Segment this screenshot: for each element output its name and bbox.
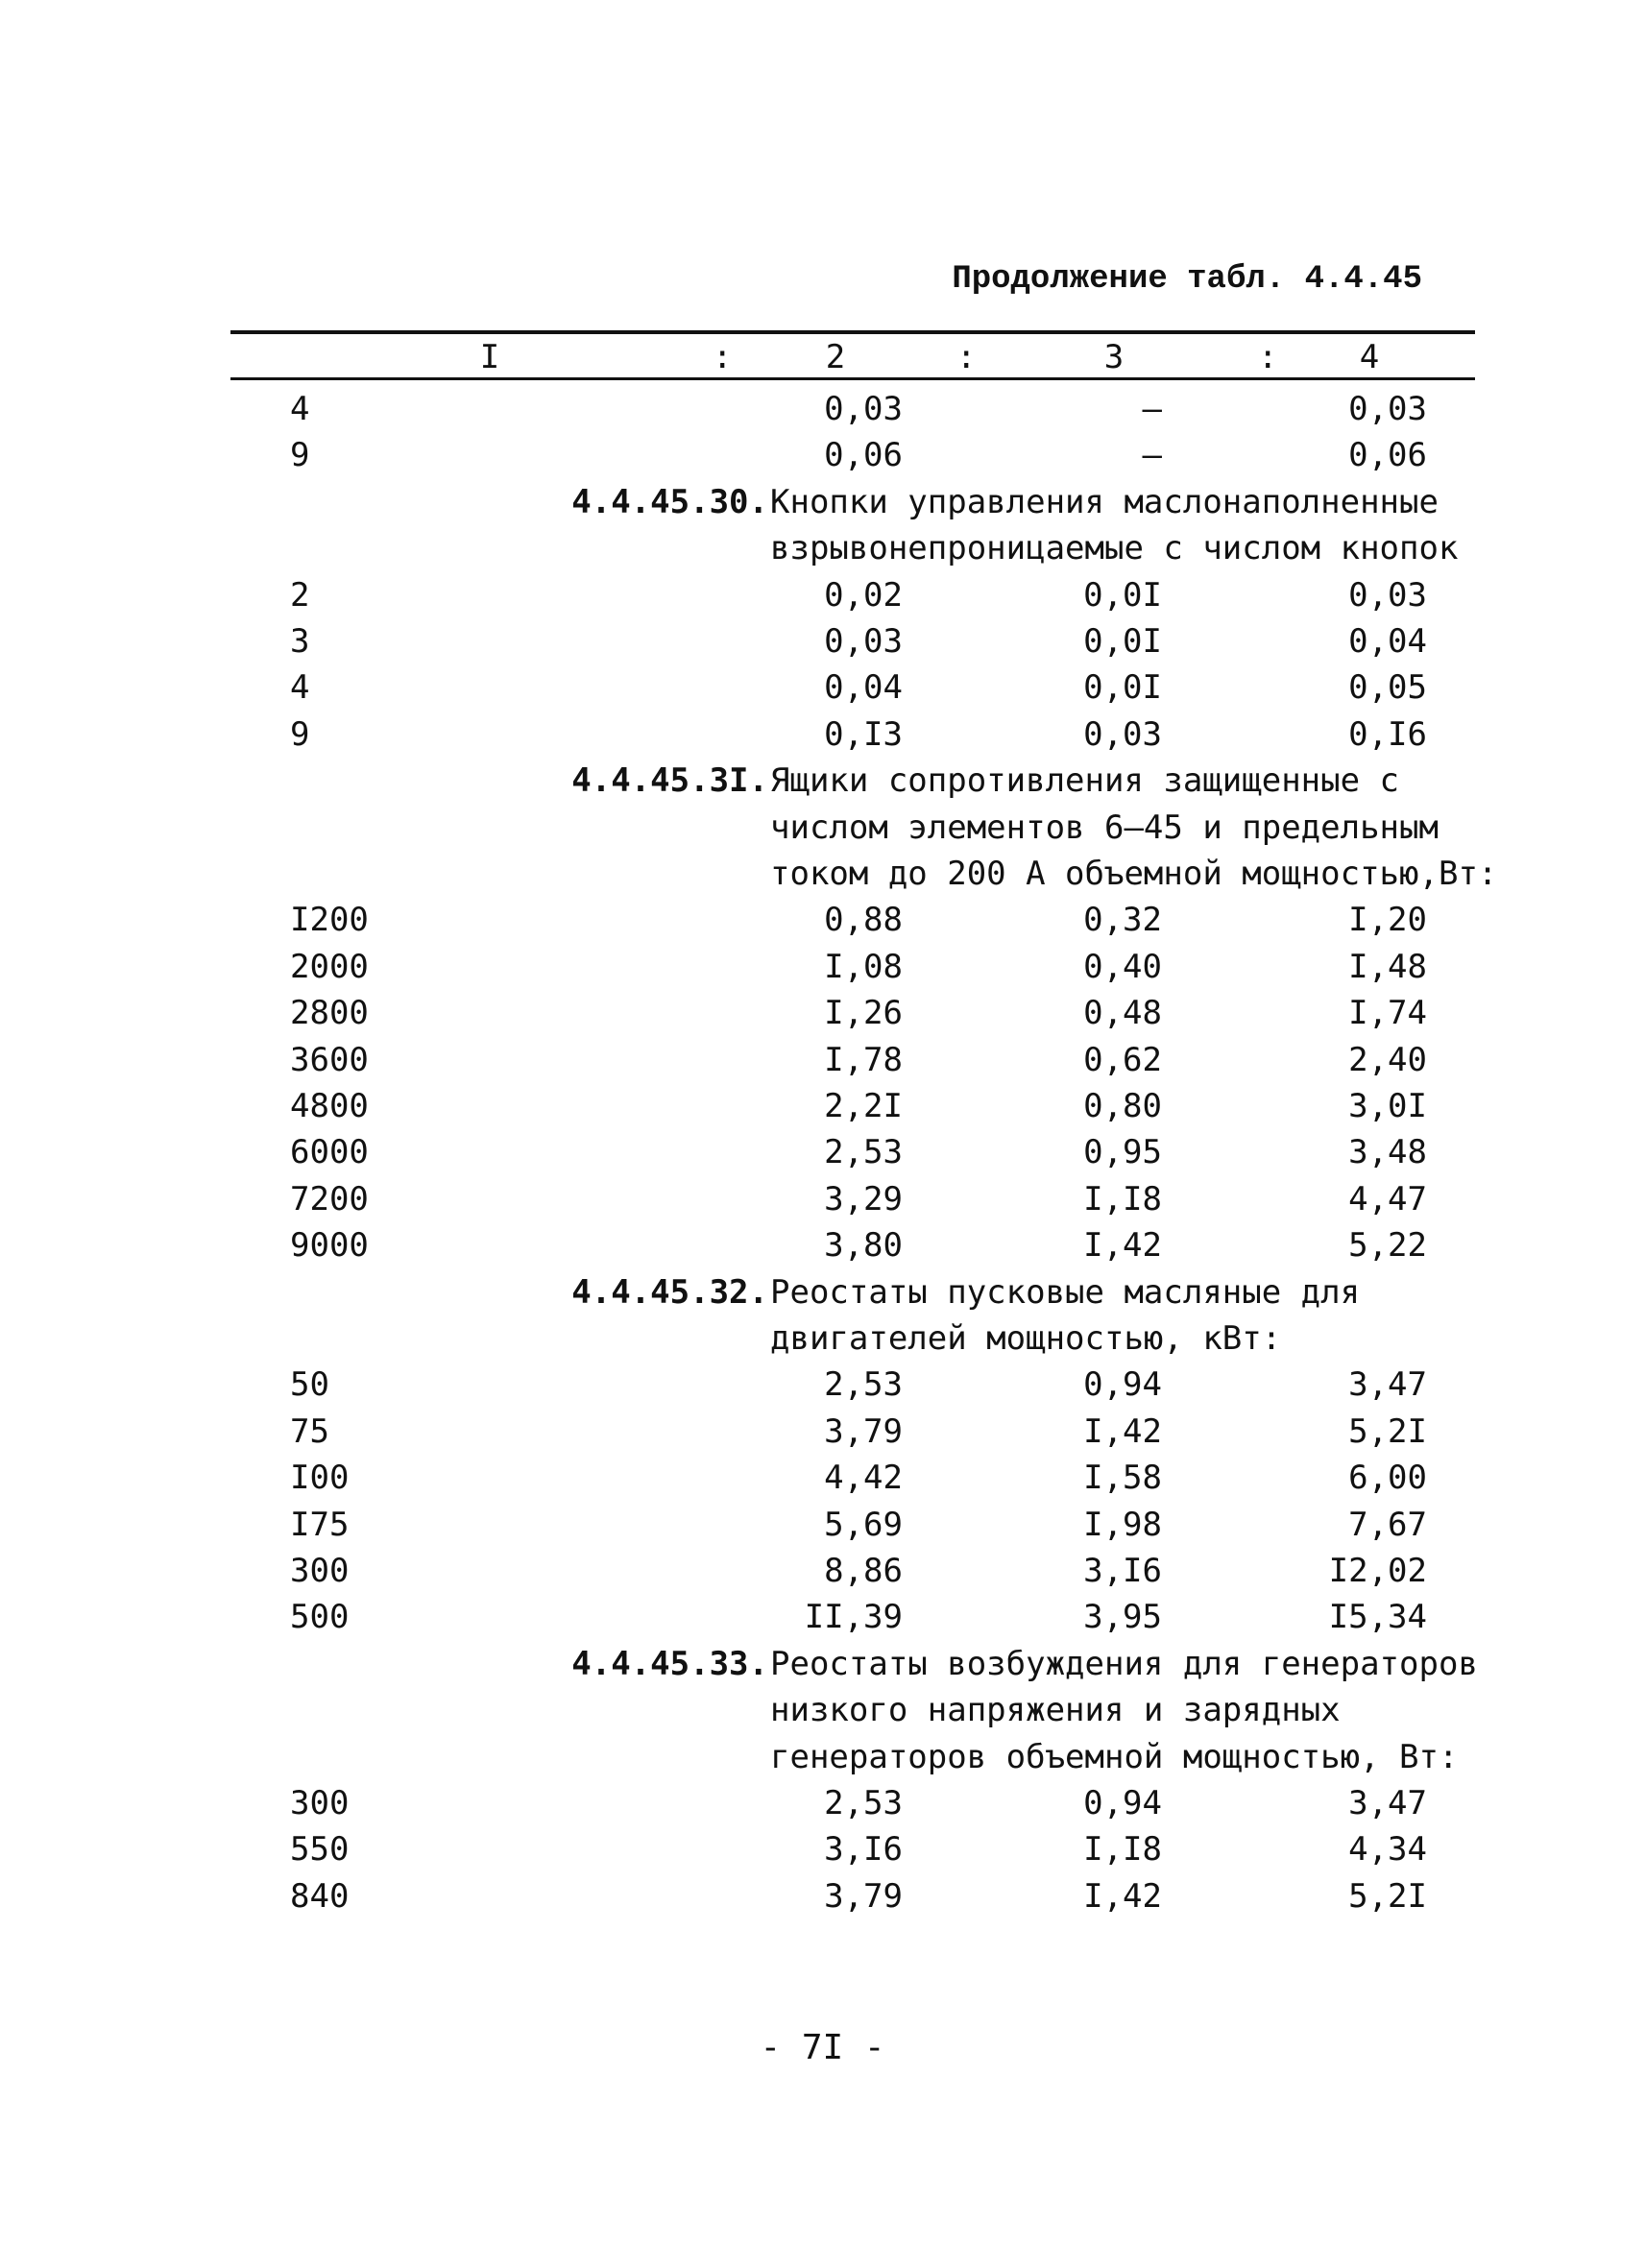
cell-col-4: I,74 xyxy=(1348,994,1427,1033)
cell-col-1: 2000 xyxy=(290,947,369,986)
cell-col-2: 0,I3 xyxy=(824,714,903,754)
cell-col-4: 4,34 xyxy=(1348,1830,1427,1870)
table-row xyxy=(0,1133,1645,1179)
cell-col-2: 0,03 xyxy=(824,622,903,661)
cell-col-1: 9 xyxy=(290,436,310,475)
section-title-line: двигателей мощностью, кВт: xyxy=(770,1319,1282,1358)
cell-col-3: I,58 xyxy=(1083,1459,1162,1498)
table-row xyxy=(0,622,1645,668)
table-row xyxy=(0,436,1645,482)
cell-col-2: 0,02 xyxy=(824,575,903,615)
header-col-2: 2 xyxy=(825,338,846,376)
section-heading-line xyxy=(0,855,1645,901)
section-heading-line xyxy=(0,529,1645,575)
cell-col-4: 5,22 xyxy=(1348,1226,1427,1266)
cell-col-2: 3,79 xyxy=(824,1876,903,1916)
table-row xyxy=(0,901,1645,947)
cell-col-4: 0,03 xyxy=(1348,390,1427,428)
cell-col-1: 2800 xyxy=(290,994,369,1033)
cell-col-4: 0,03 xyxy=(1348,575,1427,615)
section-title-line: низкого напряжения и зарядных xyxy=(770,1691,1341,1730)
table-caption: Продолжение табл. 4.4.45 xyxy=(952,261,1422,298)
table-row xyxy=(0,1784,1645,1830)
cell-col-1: 500 xyxy=(290,1598,350,1637)
cell-col-1: 6000 xyxy=(290,1133,369,1172)
table-row xyxy=(0,1552,1645,1598)
cell-col-1: 3 xyxy=(290,622,310,661)
table-row xyxy=(0,1087,1645,1133)
cell-col-3: 0,32 xyxy=(1083,901,1162,940)
cell-col-1: 4 xyxy=(290,390,310,428)
cell-col-3: I,I8 xyxy=(1083,1179,1162,1218)
section-heading-line xyxy=(0,1738,1645,1784)
cell-col-2: 3,80 xyxy=(824,1226,903,1266)
cell-col-1: 7200 xyxy=(290,1179,369,1218)
section-code: 4.4.45.30. xyxy=(571,482,768,521)
table-header-rule xyxy=(230,377,1475,380)
cell-col-2: 3,29 xyxy=(824,1179,903,1218)
cell-col-3: I,42 xyxy=(1083,1411,1162,1451)
cell-col-1: 9000 xyxy=(290,1226,369,1266)
cell-col-3: 0,94 xyxy=(1083,1365,1162,1405)
cell-col-2: 0,04 xyxy=(824,668,903,708)
section-heading xyxy=(0,1273,1645,1319)
cell-col-1: I00 xyxy=(290,1459,350,1498)
section-code: 4.4.45.3I. xyxy=(571,761,768,801)
table-row xyxy=(0,1830,1645,1876)
section-code: 4.4.45.32. xyxy=(571,1272,768,1312)
cell-col-2: I,78 xyxy=(824,1040,903,1079)
cell-col-3: – xyxy=(1142,390,1162,428)
cell-col-2: 2,53 xyxy=(824,1133,903,1172)
cell-col-1: 4 xyxy=(290,668,310,708)
cell-col-2: II,39 xyxy=(804,1598,903,1637)
cell-col-3: 0,95 xyxy=(1083,1133,1162,1172)
cell-col-2: 2,2I xyxy=(824,1087,903,1125)
cell-col-3: 0,0I xyxy=(1083,575,1162,615)
section-heading-line xyxy=(0,808,1645,855)
section-title-line: числом элементов 6–45 и предельным xyxy=(770,808,1439,847)
cell-col-3: 0,0I xyxy=(1083,622,1162,661)
cell-col-3: 0,48 xyxy=(1083,994,1162,1033)
cell-col-4: 5,2I xyxy=(1348,1411,1427,1451)
cell-col-1: 3600 xyxy=(290,1040,369,1079)
page-number: - 7I - xyxy=(760,2028,885,2067)
cell-col-2: I,26 xyxy=(824,994,903,1033)
cell-col-4: 3,47 xyxy=(1348,1784,1427,1822)
cell-col-3: 0,0I xyxy=(1083,668,1162,708)
table-row xyxy=(0,1877,1645,1923)
table-row xyxy=(0,1365,1645,1411)
table-row xyxy=(0,576,1645,622)
cell-col-2: 0,06 xyxy=(824,436,903,475)
section-title-line: генераторов объемной мощностью, Вт: xyxy=(770,1737,1459,1776)
cell-col-4: 7,67 xyxy=(1348,1505,1427,1544)
cell-col-3: I,42 xyxy=(1083,1226,1162,1266)
table-row xyxy=(0,994,1645,1040)
section-heading xyxy=(0,1645,1645,1691)
cell-col-4: 5,2I xyxy=(1348,1876,1427,1916)
header-separator: : xyxy=(956,338,977,376)
cell-col-4: 6,00 xyxy=(1348,1459,1427,1498)
cell-col-1: 4800 xyxy=(290,1087,369,1125)
section-heading-line xyxy=(0,1691,1645,1737)
table-row xyxy=(0,390,1645,436)
table-row xyxy=(0,1226,1645,1272)
section-heading xyxy=(0,761,1645,808)
cell-col-4: 3,47 xyxy=(1348,1365,1427,1405)
cell-col-2: 0,03 xyxy=(824,390,903,428)
section-title-line: Реостаты возбуждения для генераторов xyxy=(770,1644,1478,1683)
cell-col-2: 3,79 xyxy=(824,1411,903,1451)
cell-col-4: 3,0I xyxy=(1348,1087,1427,1125)
table-row xyxy=(0,1459,1645,1505)
cell-col-1: 550 xyxy=(290,1830,350,1870)
section-heading xyxy=(0,483,1645,529)
section-title-line: Кнопки управления маслонаполненные xyxy=(770,482,1439,521)
cell-col-4: I5,34 xyxy=(1328,1598,1427,1637)
section-title-line: током до 200 А объемной мощностью,Вт: xyxy=(770,855,1498,893)
cell-col-2: 0,88 xyxy=(824,901,903,940)
table-row xyxy=(0,1506,1645,1552)
cell-col-1: 50 xyxy=(290,1365,329,1405)
cell-col-4: 0,04 xyxy=(1348,622,1427,661)
section-title-line: Реостаты пусковые масляные для xyxy=(770,1272,1361,1312)
cell-col-4: 0,06 xyxy=(1348,436,1427,475)
header-separator: : xyxy=(1258,338,1278,376)
cell-col-3: I,I8 xyxy=(1083,1830,1162,1870)
cell-col-1: 840 xyxy=(290,1876,350,1916)
cell-col-2: 3,I6 xyxy=(824,1830,903,1870)
cell-col-2: 2,53 xyxy=(824,1784,903,1822)
header-separator: : xyxy=(713,338,733,376)
cell-col-2: 2,53 xyxy=(824,1365,903,1405)
cell-col-3: 0,80 xyxy=(1083,1087,1162,1125)
cell-col-3: 0,62 xyxy=(1083,1040,1162,1079)
cell-col-4: I,48 xyxy=(1348,947,1427,986)
cell-col-4: 3,48 xyxy=(1348,1133,1427,1172)
table-row xyxy=(0,948,1645,994)
table-row xyxy=(0,1412,1645,1459)
cell-col-3: 0,40 xyxy=(1083,947,1162,986)
cell-col-1: 75 xyxy=(290,1411,329,1451)
cell-col-3: I,98 xyxy=(1083,1505,1162,1544)
cell-col-4: I,20 xyxy=(1348,901,1427,940)
cell-col-1: I200 xyxy=(290,901,369,940)
cell-col-1: 9 xyxy=(290,714,310,754)
table-row xyxy=(0,1180,1645,1226)
section-title-line: Ящики сопротивления защищенные с xyxy=(770,761,1400,801)
header-col-3: 3 xyxy=(1103,338,1125,376)
cell-col-3: 3,95 xyxy=(1083,1598,1162,1637)
cell-col-1: 2 xyxy=(290,575,310,615)
cell-col-4: 0,I6 xyxy=(1348,714,1427,754)
cell-col-2: I,08 xyxy=(824,947,903,986)
cell-col-1: 300 xyxy=(290,1552,350,1590)
section-title-line: взрывонепроницаемые с числом кнопок xyxy=(770,529,1459,568)
table-row xyxy=(0,1598,1645,1644)
cell-col-2: 4,42 xyxy=(824,1459,903,1498)
cell-col-3: I,42 xyxy=(1083,1876,1162,1916)
table-row xyxy=(0,668,1645,714)
header-col-4: 4 xyxy=(1359,338,1380,376)
table-top-rule xyxy=(230,330,1475,334)
cell-col-3: 0,94 xyxy=(1083,1784,1162,1822)
cell-col-4: I2,02 xyxy=(1328,1552,1427,1590)
cell-col-3: 3,I6 xyxy=(1083,1552,1162,1590)
cell-col-4: 0,05 xyxy=(1348,668,1427,708)
header-col-1: I xyxy=(479,338,500,376)
table-row xyxy=(0,715,1645,761)
cell-col-4: 4,47 xyxy=(1348,1179,1427,1218)
section-heading-line xyxy=(0,1319,1645,1365)
cell-col-1: I75 xyxy=(290,1505,350,1544)
table-row xyxy=(0,1041,1645,1087)
cell-col-2: 8,86 xyxy=(824,1552,903,1590)
cell-col-1: 300 xyxy=(290,1784,350,1822)
cell-col-2: 5,69 xyxy=(824,1505,903,1544)
cell-col-3: – xyxy=(1142,436,1162,475)
cell-col-4: 2,40 xyxy=(1348,1040,1427,1079)
cell-col-3: 0,03 xyxy=(1083,714,1162,754)
section-code: 4.4.45.33. xyxy=(571,1644,768,1683)
